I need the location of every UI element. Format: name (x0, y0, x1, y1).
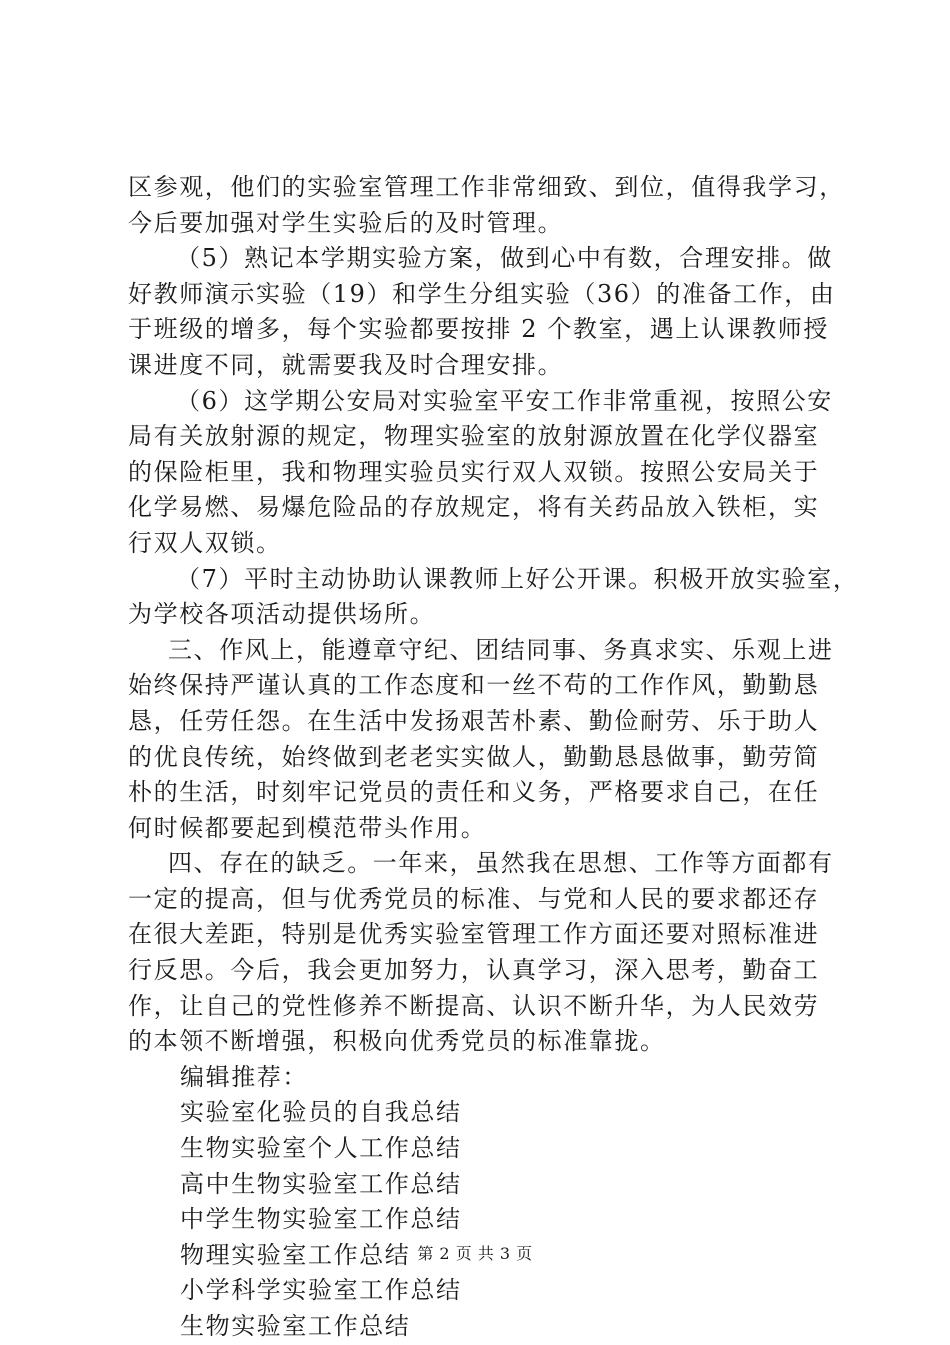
text-line: 的保险柜里，我和物理实验员实行双人双锁。按照公安局关于 (128, 457, 820, 486)
text-line: 今后要加强对学生实验后的及时管理。 (128, 208, 564, 237)
text-line: 于班级的增多，每个实验都要按排 2 个教室，遇上认课教师授 (128, 315, 829, 344)
text-line: 四、存在的缺乏。一年来，虽然我在思想、工作等方面都有 (168, 849, 834, 878)
recommend-link[interactable]: 高中生物实验室工作总结 (180, 1169, 462, 1198)
recommend-link[interactable]: 实验室化验员的自我总结 (180, 1098, 462, 1127)
text-line: 的本领不断增强，积极向优秀党员的标准靠拢。 (128, 1027, 666, 1056)
text-line: 作，让自己的党性修养不断提高、认识不断升华，为人民效劳 (128, 991, 820, 1020)
recommend-link[interactable]: 生物实验室个人工作总结 (180, 1134, 462, 1163)
text-line: 行双人双锁。 (128, 528, 282, 557)
text-line: 行反思。今后，我会更加努力，认真学习，深入思考，勤奋工 (128, 956, 820, 985)
text-line: 恳，任劳任怨。在生活中发扬艰苦朴素、勤俭耐劳、乐于助人 (128, 706, 820, 735)
text-line: 在很大差距，特别是优秀实验室管理工作方面还要对照标准进 (128, 920, 820, 949)
recommend-list (128, 1095, 848, 1344)
recommend-link[interactable]: 中学生物实验室工作总结 (180, 1205, 462, 1234)
text-line: 区参观，他们的实验室管理工作非常细致、到位，值得我学习， (128, 173, 845, 201)
text-line: 一定的提高，但与优秀党员的标准、与党和人民的要求都还存 (128, 884, 820, 913)
page-number: 第 2 页 共 3 页 (417, 1244, 533, 1263)
text-line: （7）平时主动协助认课教师上好公开课。积极开放实验室， (176, 564, 859, 593)
recommend-link[interactable]: 物理实验室工作总结 (180, 1240, 411, 1269)
text-line: 化学易燃、易爆危险品的存放规定，将有关药品放入铁柜，实 (128, 493, 820, 522)
recommend-link[interactable]: 生物实验室工作总结 (180, 1312, 411, 1340)
text-line: 的优良传统，始终做到老老实实做人，勤勤恳恳做事，勤劳简 (128, 742, 820, 771)
text-line: （6）这学期公安局对实验室平安工作非常重视，按照公安 (176, 386, 833, 415)
document-body (128, 170, 859, 1345)
text-line: 始终保持严谨认真的工作态度和一丝不苟的工作作风，勤勤恳 (128, 671, 820, 700)
text-line: 何时候都要起到模范带头作用。 (128, 813, 487, 842)
recommend-link[interactable]: 小学科学实验室工作总结 (180, 1276, 462, 1305)
recommend-heading: 编辑推荐： (180, 1062, 308, 1091)
text-line: 朴的生活，时刻牢记党员的责任和义务，严格要求自己，在任 (128, 778, 820, 807)
text-line: 为学校各项活动提供场所。 (128, 600, 436, 629)
text-line: 好教师演示实验（19）和学生分组实验（36）的准备工作，由 (128, 279, 836, 308)
text-line: 课进度不同，就需要我及时合理安排。 (128, 350, 564, 379)
text-line: 三、作风上，能遵章守纪、团结同事、务真求实、乐观上进 (168, 635, 834, 664)
text-line: （5）熟记本学期实验方案，做到心中有数，合理安排。做 (176, 244, 833, 273)
text-line: 局有关放射源的规定，物理实验室的放射源放置在化学仪器室 (128, 422, 820, 451)
